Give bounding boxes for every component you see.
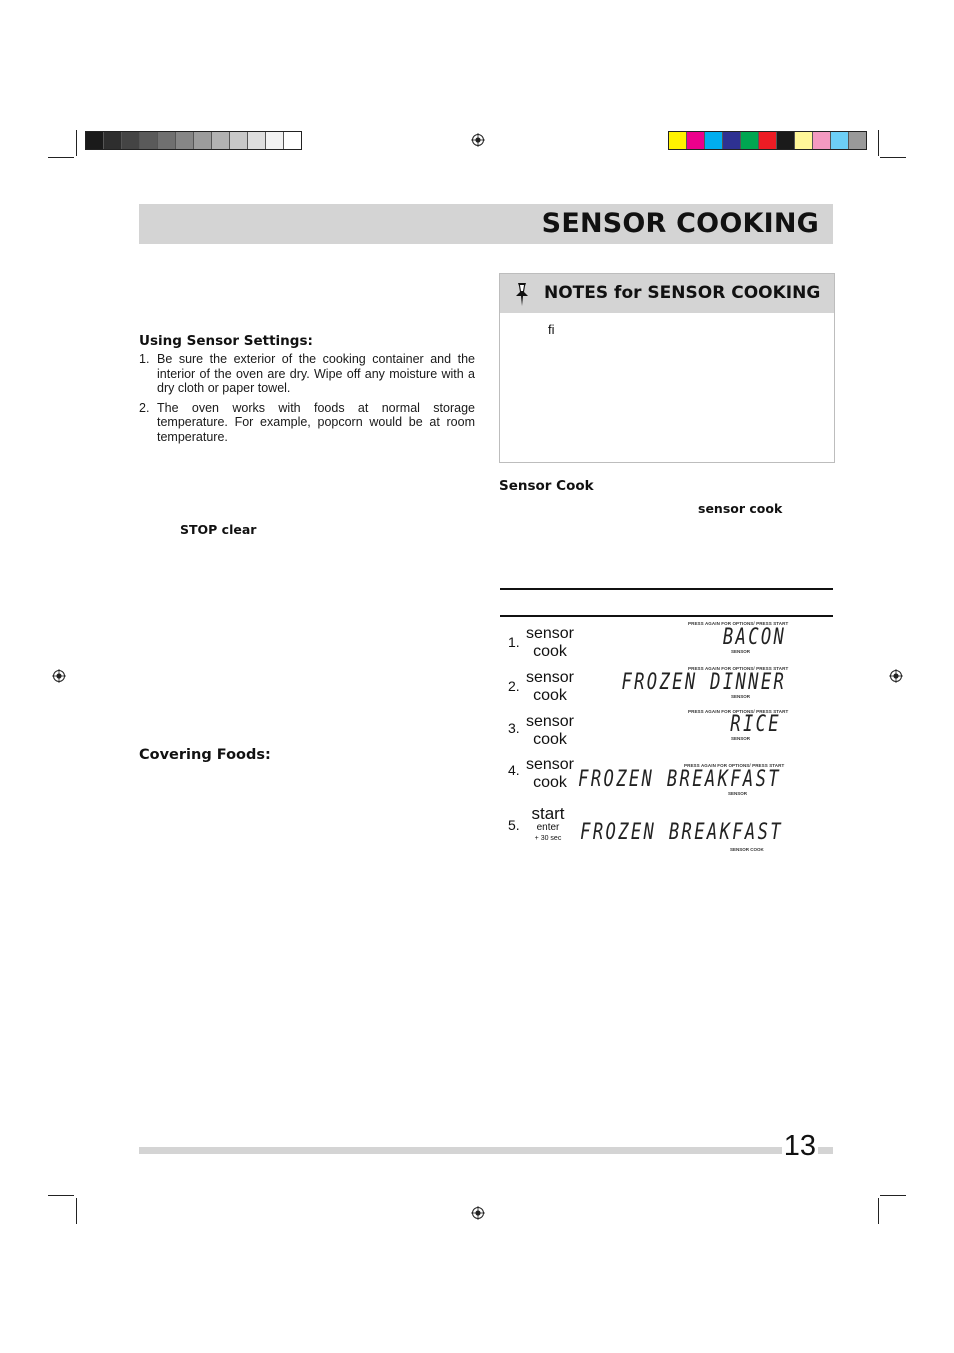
display-prompt-label: PRESS AGAIN FOR OPTIONS/ PRESS START — [688, 666, 789, 671]
list-item-text: The oven works with foods at normal storage temperature. For example, popcorn would be at room temperature. — [157, 400, 475, 444]
using-sensor-settings-heading: Using Sensor Settings: — [139, 333, 313, 349]
step-number: 1. — [508, 634, 520, 650]
sensor-cook-key-label: sensor — [525, 625, 575, 642]
list-item-number: 1. — [139, 352, 150, 366]
notes-body: fi — [548, 322, 555, 337]
using-sensor-settings-list — [139, 352, 475, 449]
color-swatch — [158, 132, 176, 149]
crop-mark — [878, 130, 879, 156]
color-swatch — [795, 132, 813, 149]
list-item-text: Be sure the exterior of the cooking container and the interior of the oven are dry. Wipe off any moisture with a dry cloth or paper towel. — [157, 352, 475, 395]
list-item — [139, 401, 475, 445]
table-top-rule — [500, 588, 833, 590]
lcd-display-text: FROZEN BREAKFAST — [578, 767, 781, 792]
notes-header — [500, 274, 834, 313]
display-sensor-indicator: SENSOR — [731, 736, 751, 741]
enter-key-label: enter — [536, 822, 560, 833]
color-swatch — [284, 132, 301, 149]
start-key-label: start — [531, 804, 565, 823]
step-row — [500, 662, 833, 706]
push-pin-icon — [512, 281, 532, 307]
list-item-number: 2. — [139, 400, 150, 415]
crop-mark — [76, 1198, 77, 1224]
color-swatch — [248, 132, 266, 149]
step-row — [500, 706, 833, 750]
step-number: 3. — [508, 720, 520, 736]
crop-mark — [48, 1195, 74, 1196]
list-item — [139, 352, 475, 396]
color-swatch — [831, 132, 849, 149]
notes-title: NOTES for SENSOR COOKING — [544, 283, 821, 303]
color-swatch — [230, 132, 248, 149]
step-number: 2. — [508, 678, 520, 694]
sensor-cook-keyword: sensor cook — [698, 501, 783, 516]
color-swatch — [813, 132, 831, 149]
registration-mark-icon — [889, 669, 903, 683]
color-swatch — [705, 132, 723, 149]
step-row — [500, 750, 833, 798]
stop-clear-label: STOP clear — [180, 522, 257, 537]
notes-box — [499, 273, 835, 463]
page-title: SENSOR COOKING — [541, 208, 819, 239]
display-prompt-label: PRESS AGAIN FOR OPTIONS/ PRESS START — [688, 709, 789, 714]
color-swatch — [212, 132, 230, 149]
plus-30-sec-label: + 30 sec — [534, 835, 562, 842]
step-row — [500, 618, 833, 662]
process-color-bar — [668, 131, 867, 150]
page-number: 13 — [783, 1130, 816, 1162]
sensor-cook-key-label: cook — [533, 643, 567, 660]
sensor-cook-key-label: cook — [533, 687, 567, 704]
crop-mark — [880, 157, 906, 158]
grayscale-color-bar — [85, 131, 302, 150]
sensor-cook-key-label: sensor — [525, 713, 575, 730]
color-swatch — [194, 132, 212, 149]
crop-mark — [48, 157, 74, 158]
registration-mark-icon — [471, 1206, 485, 1220]
color-swatch — [86, 132, 104, 149]
crop-mark — [76, 130, 77, 156]
display-prompt-label: PRESS AGAIN FOR OPTIONS/ PRESS START — [688, 621, 789, 626]
step-row — [500, 800, 833, 856]
color-swatch — [176, 132, 194, 149]
color-swatch — [777, 132, 795, 149]
color-swatch — [669, 132, 687, 149]
registration-mark-icon — [471, 133, 485, 147]
sensor-cook-heading: Sensor Cook — [499, 478, 594, 494]
display-sensor-indicator: SENSOR — [728, 791, 748, 796]
covering-foods-heading: Covering Foods: — [139, 747, 271, 763]
footer-bar — [139, 1147, 833, 1154]
step-number: 5. — [508, 817, 520, 833]
color-swatch — [741, 132, 759, 149]
sensor-cook-key-label: sensor — [525, 756, 575, 773]
header-band — [139, 204, 833, 244]
step-number: 4. — [508, 762, 520, 778]
lcd-display-text: BACON — [722, 625, 786, 650]
color-swatch — [104, 132, 122, 149]
display-sensor-indicator: SENSOR — [731, 649, 751, 654]
lcd-display-text: FROZEN BREAKFAST — [580, 820, 783, 845]
display-sensor-indicator: SENSOR — [731, 694, 751, 699]
registration-mark-icon — [52, 669, 66, 683]
lcd-display-text: FROZEN DINNER — [621, 670, 786, 695]
crop-mark — [880, 1195, 906, 1196]
crop-mark — [878, 1198, 879, 1224]
display-prompt-label: PRESS AGAIN FOR OPTIONS/ PRESS START — [684, 763, 785, 768]
table-header-rule — [500, 615, 833, 617]
color-swatch — [723, 132, 741, 149]
color-swatch — [140, 132, 158, 149]
color-swatch — [759, 132, 777, 149]
display-sensor-cook-indicator: SENSOR COOK — [730, 847, 764, 852]
sensor-cook-key-label: sensor — [525, 669, 575, 686]
lcd-display-text: RICE — [730, 712, 781, 737]
color-swatch — [687, 132, 705, 149]
sensor-cook-key-label: cook — [533, 774, 567, 791]
color-swatch — [122, 132, 140, 149]
sensor-cook-key-label: cook — [533, 731, 567, 748]
color-swatch — [266, 132, 284, 149]
color-swatch — [849, 132, 866, 149]
